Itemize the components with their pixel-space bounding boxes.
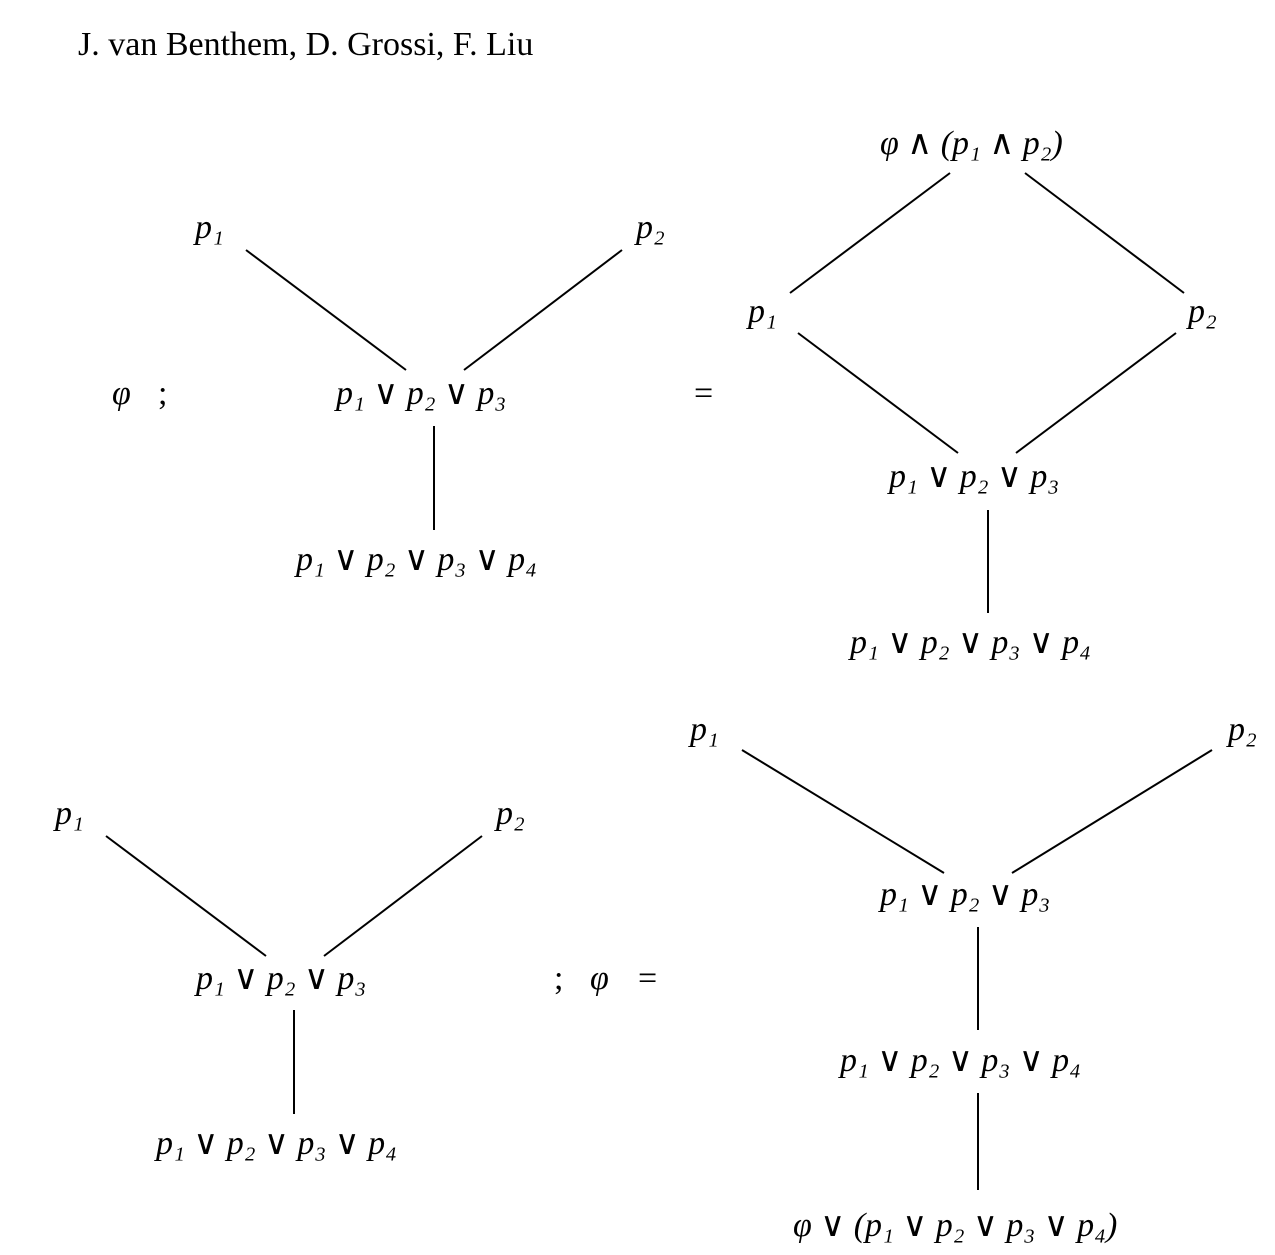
edge-tl-p1-mid: [246, 250, 406, 370]
tr-node-p1: p₁: [748, 293, 777, 330]
edge-tl-p2-mid: [464, 250, 622, 370]
bottom-semicolon: ;: [554, 960, 564, 997]
br-node-p2: p₂: [1228, 711, 1257, 748]
top-phi: φ: [112, 375, 131, 412]
edge-br-p2-mid: [1012, 750, 1212, 873]
br-node-lower: p₁ ∨ p₂ ∨ p₃ ∨ p₄: [840, 1042, 1081, 1079]
top-semicolon: ;: [158, 375, 168, 412]
br-node-bottom: φ ∨ (p₁ ∨ p₂ ∨ p₃ ∨ p₄): [793, 1207, 1118, 1244]
bl-node-p1: p₁: [55, 795, 84, 832]
br-node-mid: p₁ ∨ p₂ ∨ p₃: [880, 876, 1051, 913]
bottom-phi: φ: [590, 960, 609, 997]
edge-br-p1-mid: [742, 750, 944, 873]
edge-bl-p1-mid: [106, 836, 266, 956]
bottom-equals: =: [638, 960, 658, 997]
edge-tr-p1-mid: [798, 333, 958, 453]
tr-node-p2: p₂: [1188, 293, 1217, 330]
bl-node-bottom: p₁ ∨ p₂ ∨ p₃ ∨ p₄: [156, 1125, 397, 1162]
tl-node-bottom: p₁ ∨ p₂ ∨ p₃ ∨ p₄: [296, 541, 537, 578]
tl-node-mid: p₁ ∨ p₂ ∨ p₃: [336, 375, 507, 412]
edge-tr-p2-mid: [1016, 333, 1176, 453]
edge-tr-top-p2: [1025, 173, 1184, 293]
bl-node-mid: p₁ ∨ p₂ ∨ p₃: [196, 960, 367, 997]
edge-bl-p2-mid: [324, 836, 482, 956]
tl-node-p1: p₁: [195, 209, 224, 246]
br-node-p1: p₁: [690, 711, 719, 748]
bl-node-p2: p₂: [496, 795, 525, 832]
top-equals: =: [694, 375, 714, 412]
tr-node-top: φ ∧ (p₁ ∧ p₂): [880, 125, 1063, 162]
tr-node-bottom: p₁ ∨ p₂ ∨ p₃ ∨ p₄: [850, 624, 1091, 661]
tr-node-mid: p₁ ∨ p₂ ∨ p₃: [889, 458, 1060, 495]
tl-node-p2: p₂: [636, 209, 665, 246]
authors-header: J. van Benthem, D. Grossi, F. Liu: [78, 26, 534, 63]
edge-tr-top-p1: [790, 173, 950, 293]
